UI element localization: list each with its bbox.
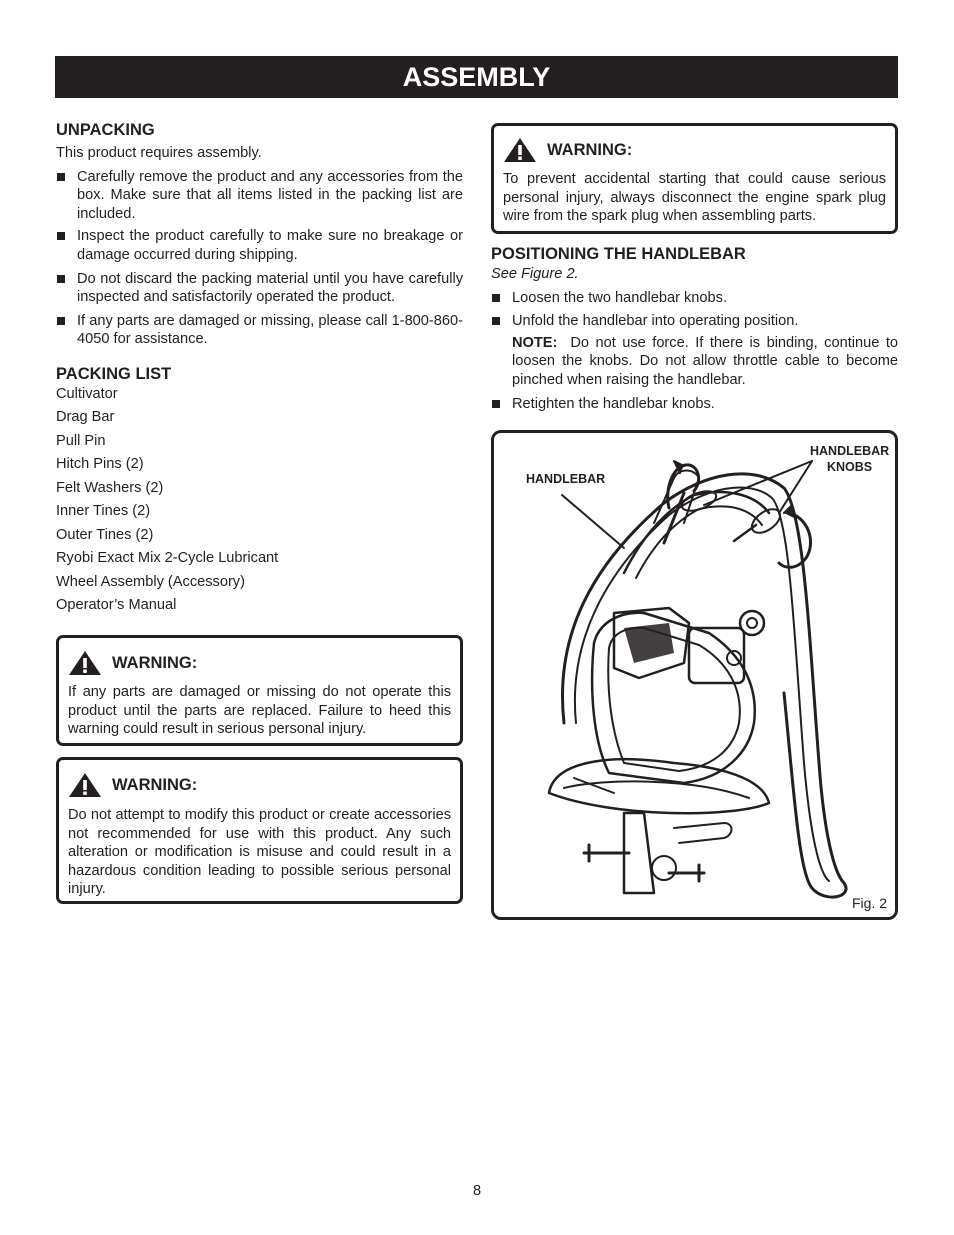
warning-header bbox=[68, 772, 451, 798]
unpacking-list bbox=[56, 168, 463, 349]
warning-box-missing-parts bbox=[56, 635, 463, 746]
cultivator-illustration bbox=[494, 433, 895, 917]
list-item: Retighten the handlebar knobs. bbox=[491, 395, 898, 414]
figure-caption: Fig. 2 bbox=[851, 895, 887, 911]
packing-list bbox=[56, 383, 463, 618]
list-item: Inner Tines (2) bbox=[56, 503, 151, 520]
list-item: Inspect the product carefully to make sure no breakage or damage occurred during shipping. bbox=[56, 227, 463, 264]
warning-text: If any parts are damaged or missing do not operate this product until the parts are replaced. Failure to heed this warning could result in serious personal injury. bbox=[68, 684, 451, 738]
warning-header bbox=[68, 650, 451, 676]
warning-label: WARNING: bbox=[112, 775, 198, 794]
list-item: Unfold the handlebar into operating position. bbox=[491, 312, 898, 331]
figure-2 bbox=[491, 430, 898, 920]
list-item: Drag Bar bbox=[56, 409, 115, 426]
note-label: NOTE: bbox=[512, 334, 558, 351]
list-item: Cultivator bbox=[56, 385, 118, 402]
page-number: 8 bbox=[472, 1183, 482, 1199]
warning-label: WARNING: bbox=[112, 653, 198, 672]
unpacking-heading: UNPACKING bbox=[56, 121, 155, 139]
left-column bbox=[56, 119, 463, 618]
list-item: Outer Tines (2) bbox=[56, 526, 154, 543]
handlebar-section bbox=[491, 243, 898, 413]
note-text: Do not use force. If there is binding, continue to loosen the knobs. Do not allow throttle cable to become pinched when raising the handlebar. bbox=[512, 334, 898, 388]
warning-box-modification bbox=[56, 757, 463, 904]
list-item: Felt Washers (2) bbox=[56, 479, 164, 496]
handlebar-note bbox=[491, 334, 898, 390]
list-item: Do not discard the packing material until you have carefully inspected and satisfactorily operated the product. bbox=[56, 270, 463, 307]
warning-box-spark-plug bbox=[491, 123, 898, 234]
see-figure-reference: See Figure 2. bbox=[491, 266, 579, 282]
handlebar-knobs-callout: HANDLEBAR KNOBS bbox=[810, 444, 890, 474]
warning-label: WARNING: bbox=[547, 140, 633, 159]
warning-triangle-icon bbox=[68, 650, 102, 676]
list-item: Ryobi Exact Mix 2-Cycle Lubricant bbox=[56, 550, 279, 567]
list-item: If any parts are damaged or missing, please call 1-800-860-4050 for assistance. bbox=[56, 312, 463, 349]
list-item: Operator’s Manual bbox=[56, 597, 177, 614]
unpacking-intro: This product requires assembly. bbox=[56, 145, 262, 161]
list-item: Pull Pin bbox=[56, 432, 106, 449]
handlebar-callout: HANDLEBAR bbox=[526, 472, 606, 486]
page-title: ASSEMBLY bbox=[55, 56, 898, 98]
list-item: Carefully remove the product and any accessories from the box. Make sure that all items listed in the packing list are included. bbox=[56, 168, 463, 224]
warning-text: Do not attempt to modify this product or create accessories not recommended for use with this product. Any such alteration or modification is misuse and could result in a hazardous condition leading to possible serious personal injury. bbox=[68, 807, 451, 898]
handlebar-heading: POSITIONING THE HANDLEBAR bbox=[491, 245, 746, 263]
list-item: Hitch Pins (2) bbox=[56, 456, 144, 473]
packing-list-heading: PACKING LIST bbox=[56, 364, 172, 383]
handlebar-steps bbox=[491, 289, 898, 331]
warning-header bbox=[503, 137, 886, 163]
list-item: Wheel Assembly (Accessory) bbox=[56, 573, 245, 590]
warning-triangle-icon bbox=[503, 137, 537, 163]
list-item: Loosen the two handlebar knobs. bbox=[491, 289, 898, 308]
warning-triangle-icon bbox=[68, 772, 102, 798]
warning-text: To prevent accidental starting that could cause serious personal injury, always disconnect the engine spark plug wire from the spark plug when assembling parts. bbox=[503, 171, 886, 225]
